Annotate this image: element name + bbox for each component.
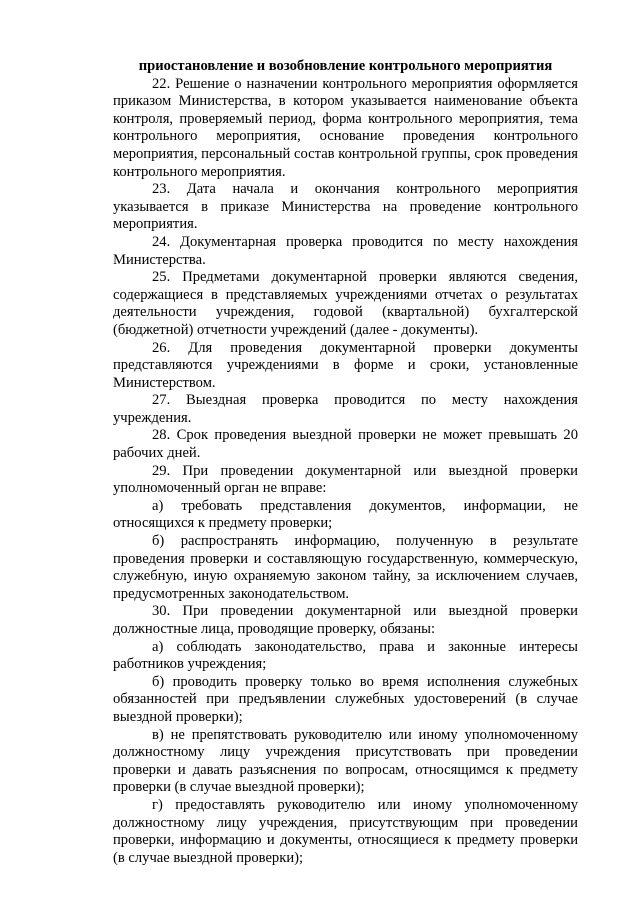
paragraph-24: 24. Документарная проверка проводится по месту нахождения Министерства. — [113, 233, 578, 268]
paragraph-30-g: г) предоставлять руководителю или иному уполномоченному должностному лицу учреждения, присутствующим при проведении проверки, информацию и документы, относящиеся к предмету проверки (в случае выездной проверки); — [113, 796, 578, 866]
section-heading: приостановление и возобновление контрольного мероприятия — [138, 58, 553, 74]
paragraph-27: 27. Выездная проверка проводится по месту нахождения учреждения. — [113, 392, 578, 426]
paragraph-25: 25. Предметами документарной проверки являются сведения, содержащиеся в представляемых учреждениями отчетах о результатах деятельности учреждения, годовой (квартальной) бухгалтерской (бюджетной) отчетности учреждений (далее - документы). — [113, 269, 578, 338]
paragraph-30-b: б) проводить проверку только во время исполнения служебных обязанностей при предъявлении служебных удостоверений (в случае выездной проверки); — [113, 673, 578, 725]
paragraph-22: 22. Решение о назначении контрольного мероприятия оформляется приказом Министерства, в котором указывается наименование объекта контроля, проверяемый период, форма контрольного мероприятия, тема контрольного мероприятия, основание проведения контрольного мероприятия, персональный состав контрольной группы, срок проведения контрольного мероприятия. — [113, 75, 578, 180]
document-page — [113, 58, 578, 867]
paragraph-29: 29. При проведении документарной или выездной проверки уполномоченный орган не вправе: — [113, 462, 578, 497]
paragraph-30-a: а) соблюдать законодательство, права и законные интересы работников учреждения; — [113, 638, 578, 673]
paragraph-29-a: а) требовать представления документов, информации, не относящихся к предмету проверки; — [113, 497, 578, 532]
paragraph-28: 28. Срок проведения выездной проверки не может превышать 20 рабочих дней. — [113, 427, 578, 462]
paragraph-30: 30. При проведении документарной или выездной проверки должностные лица, проводящие проверку, обязаны: — [113, 603, 578, 637]
paragraph-29-b: б) распространять информацию, полученную в результате проведения проверки и составляющую государственную, коммерческую, служебную, иную охраняемую законом тайну, за исключением случаев, предусмотренных законодательством. — [113, 533, 578, 602]
paragraph-26: 26. Для проведения документарной проверки документы представляются учреждениями в форме и сроки, установленные Министерством. — [113, 339, 578, 391]
paragraph-30-v: в) не препятствовать руководителю или иному уполномоченному должностному лицу учреждения присутствовать при проведении проверки и давать разъяснения по вопросам, относящимся к предмету проверки (в случае выездной проверки); — [113, 726, 578, 796]
paragraph-23: 23. Дата начала и окончания контрольного мероприятия указывается в приказе Министерства на проведение контрольного мероприятия. — [113, 181, 578, 233]
